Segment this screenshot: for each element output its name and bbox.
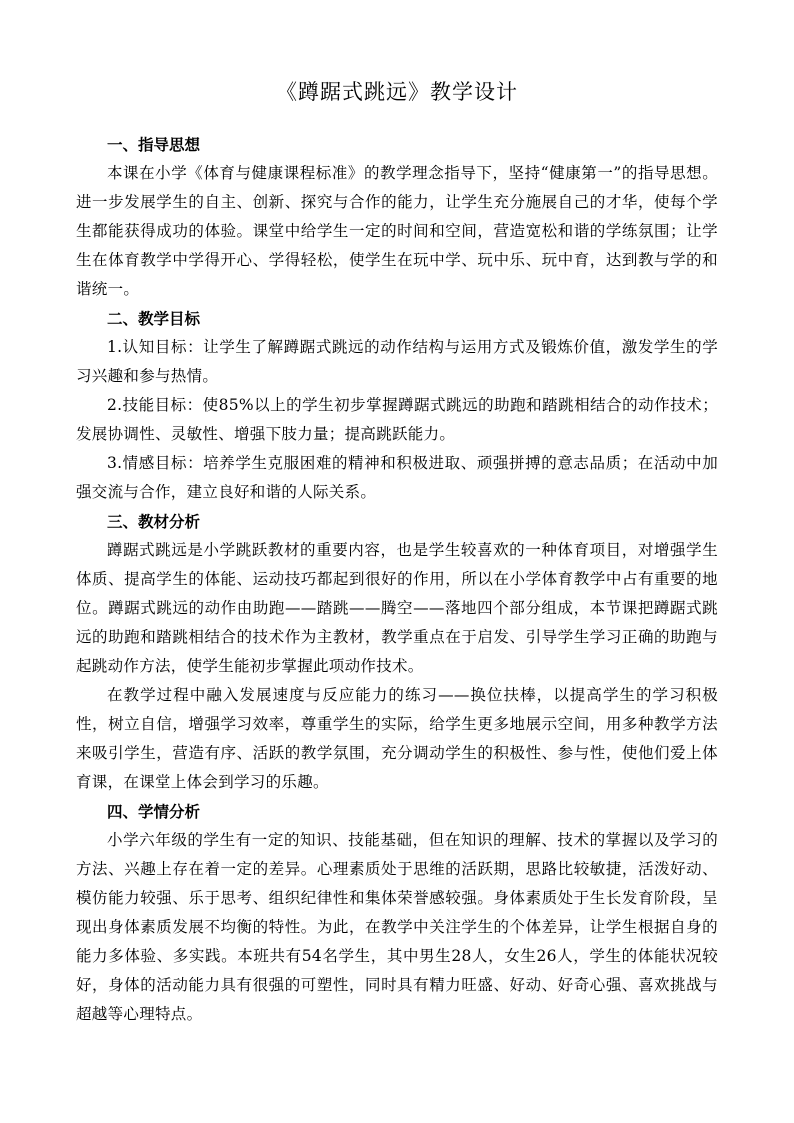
section-teaching-goals bbox=[76, 304, 718, 507]
paragraph: 蹲踞式跳远是小学跳跃教材的重要内容，也是学生较喜欢的一种体育项目，对增强学生体质、提高学生的体能、运动技巧都起到很好的作用，所以在小学体育教学中占有重要的地位。蹲踞式跳远的动作由助跑——踏跳——腾空——落地四个部分组成，本节课把蹲踞式跳远的助跑和踏跳相结合的技术作为主教材，教学重点在于启发、引导学生学习正确的助跑与起跳动作方法，使学生能初步掌握此项动作技术。 bbox=[76, 541, 718, 675]
paragraph: 本课在小学《体育与健康课程标准》的教学理念指导下，坚持“健康第一”的指导思想。进一步发展学生的自主、创新、探究与合作的能力，让学生充分施展自己的才华，使每个学生都能获得成功的体验。课堂中给学生一定的时间和空间，营造宽松和谐的学练氛围；让学生在体育教学中学得开心、学得轻松，使学生在玩中学、玩中乐、玩中育，达到教与学的和谐统一。 bbox=[76, 164, 718, 298]
paragraph: 小学六年级的学生有一定的知识、技能基础，但在知识的理解、技术的掌握以及学习的方法、兴趣上存在着一定的差异。心理素质处于思维的活跃期，思路比较敏捷，活泼好动、模仿能力较强、乐于思考、组织纪律性和集体荣誉感较强。身体素质处于生长发育阶段，呈现出身体素质发展不均衡的特性。为此，在教学中关注学生的个体差异，让学生根据自身的能力多体验、多实践。本班共有54名学生，其中男生28人，女生26人，学生的体能状况较好，身体的活动能力具有很强的可塑性，同时具有精力旺盛、好动、好奇心强、喜欢挑战与超越等心理特点。 bbox=[76, 831, 718, 1023]
section-heading: 四、学情分析 bbox=[107, 802, 201, 821]
paragraph: 2.技能目标：使85%以上的学生初步掌握蹲踞式跳远的助跑和踏跳相结合的动作技术；发展协调性、灵敏性、增强下肢力量；提高跳跃能力。 bbox=[76, 396, 718, 443]
section-heading: 二、教学目标 bbox=[107, 309, 201, 328]
section-student-analysis bbox=[76, 797, 718, 1029]
document-page bbox=[76, 72, 718, 1029]
document-title: 《蹲踞式跳远》教学设计 bbox=[276, 80, 518, 104]
section-material-analysis bbox=[76, 507, 718, 797]
paragraph: 3.情感目标：培养学生克服困难的精神和积极进取、顽强拼搏的意志品质；在活动中加强交流与合作，建立良好和谐的人际关系。 bbox=[76, 454, 718, 501]
paragraph: 1.认知目标：让学生了解蹲踞式跳远的动作结构与运用方式及锻炼价值，激发学生的学习兴趣和参与热情。 bbox=[76, 338, 718, 385]
paragraph: 在教学过程中融入发展速度与反应能力的练习——换位扶棒，以提高学生的学习积极性，树立自信，增强学习效率，尊重学生的实际，给学生更多地展示空间，用多种教学方法来吸引学生，营造有序、活跃的教学氛围，充分调动学生的积极性、参与性，使他们爱上体育课，在课堂上体会到学习的乐趣。 bbox=[76, 686, 718, 791]
section-guiding-ideology bbox=[76, 130, 718, 304]
section-heading: 三、教材分析 bbox=[107, 512, 201, 531]
section-heading: 一、指导思想 bbox=[107, 135, 201, 154]
